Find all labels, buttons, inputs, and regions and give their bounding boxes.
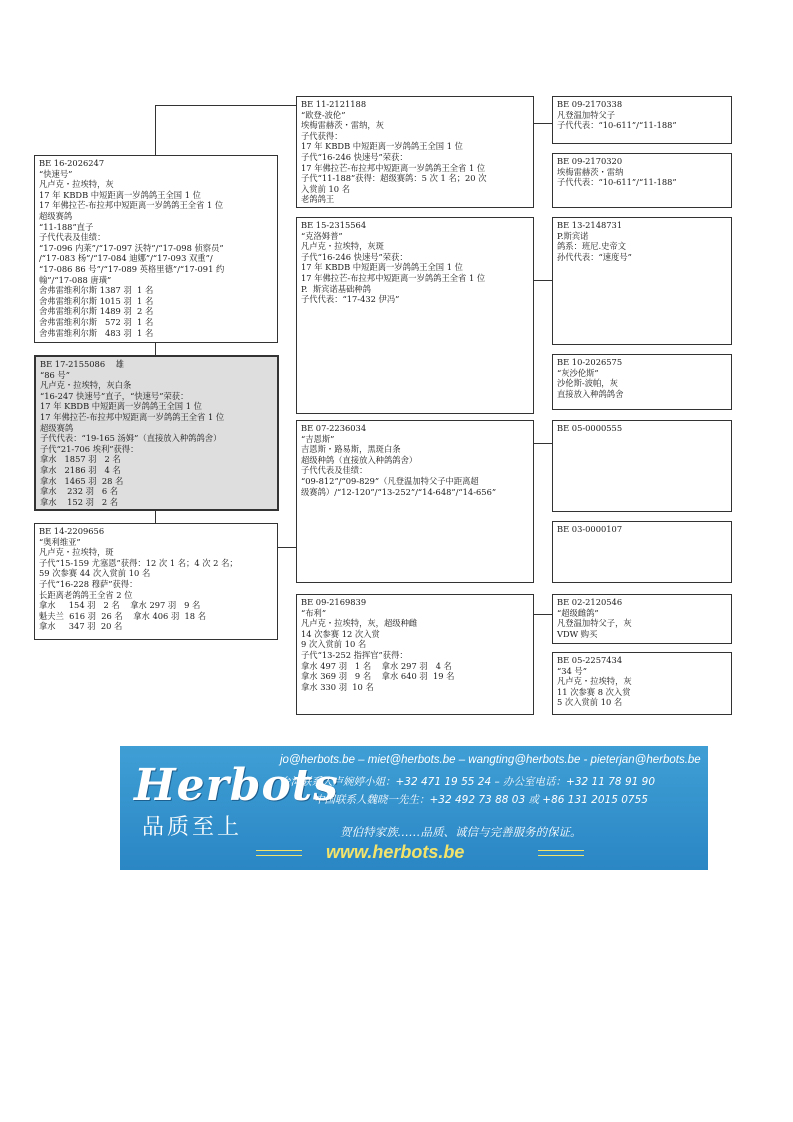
pedigree-line: 孙代代表：“速度号” [557, 251, 632, 262]
pedigree-line: “86 号” [40, 369, 70, 380]
pedigree-line: “布利” [301, 607, 327, 618]
banner-website-link[interactable]: www.herbots.be [326, 842, 465, 862]
pedigree-line: “克洛姆普” [301, 230, 343, 241]
pedigree-line: “11-188”直子 [39, 221, 94, 232]
pedigree-line: P. 斯宾诺基础种鸽 [301, 283, 371, 294]
pedigree-line: 拿水 330 羽 10 名 [301, 681, 374, 692]
g3-card-3 [552, 217, 732, 345]
pedigree-line: 埃梅雷赫茨・雷纳，灰 [301, 120, 384, 131]
pedigree-line: 入赏前 10 名 [301, 183, 351, 194]
pedigree-line: BE 07-2236034 [301, 423, 367, 433]
herbots-banner [120, 746, 708, 870]
pedigree-line: BE 09-2169839 [301, 597, 367, 607]
pedigree-line: 17 年佛拉芒-布拉邦中短距离一岁鸽鸽王全省 1 位 [39, 200, 224, 211]
g3-card-6 [552, 521, 732, 583]
pedigree-line: “17-096 内莱”/“17-097 沃特”/“17-098 侦察员” [39, 242, 224, 253]
pedigree-line: 级赛鸽）/“12-120”/“13-252”/“14-648”/“14-656” [301, 486, 497, 497]
pedigree-line: BE 17-2155086 雄 [40, 359, 124, 369]
pedigree-line: 舍弗雷维利尔斯 1489 羽 2 名 [39, 306, 154, 317]
pedigree-line: 子代“16-228 穆萨”获得： [39, 578, 138, 589]
subject-card [34, 355, 279, 511]
pedigree-line: 子代“21-706 埃利”获得： [40, 443, 139, 454]
pedigree-line: BE 05-0000555 [557, 423, 623, 433]
pedigree-line: P.斯宾诺 [557, 230, 589, 241]
pedigree-line: 子代代表：“10-611”/“11-188” [557, 120, 677, 131]
pedigree-line: “欧登-波伦” [301, 109, 346, 120]
pedigree-line: 9 次入赏前 10 名 [301, 639, 367, 650]
pedigree-line: /“17-083 杨”/“17-084 迪娜”/“17-093 双重”/ [39, 253, 213, 264]
pedigree-line: 拿水 152 羽 2 名 [40, 496, 119, 507]
pedigree-line: BE 16-2026247 [39, 158, 105, 168]
sire-sire-card [296, 96, 534, 208]
pedigree-line: 舍弗雷维利尔斯 572 羽 1 名 [39, 316, 154, 327]
pedigree-line: “灰沙伦斯” [557, 367, 599, 378]
connector-line [534, 280, 552, 281]
connector-line [534, 443, 552, 444]
banner-slogan: 品质至上 [142, 815, 243, 840]
pedigree-line: 拿水 2186 羽 4 名 [40, 464, 121, 475]
dam-dam-card [296, 594, 534, 715]
banner-divider-right [538, 850, 584, 856]
pedigree-line: 17 年 KBDB 中短距离一岁鸽鸽王全国 1 位 [39, 189, 201, 200]
connector-line [155, 105, 156, 155]
pedigree-line: 凡卢克・拉埃特，灰，超级种雌 [301, 618, 418, 629]
pedigree-line: 长距离老鸽鸽王全省 2 位 [39, 589, 133, 600]
pedigree-line: 子代代表及佳绩： [39, 232, 106, 243]
dam-card [34, 523, 278, 640]
pedigree-line: 吉恩斯・路易斯，黑斑白条 [301, 444, 401, 455]
g3-card-4 [552, 354, 732, 410]
banner-emails[interactable]: jo@herbots.be – miet@herbots.be – wangting@herbots.be - pieterjan@herbots.be [280, 754, 701, 766]
pedigree-line: “17-086 86 号”/“17-089 英格里德”/“17-091 约 [39, 263, 225, 274]
g3-card-8 [552, 652, 732, 715]
pedigree-line: BE 10-2026575 [557, 357, 623, 367]
pedigree-line: 17 年 KBDB 中短距离一岁鸽鸽王全国 1 位 [40, 401, 202, 412]
pedigree-line: “16-247 快速号”直子，“快速号”荣获： [40, 390, 189, 401]
sire-card [34, 155, 278, 343]
pedigree-line: 子代“15-159 尤塞恩”获得：12 次 1 名；4 次 2 名； [39, 557, 238, 568]
pedigree-line: BE 05-2257434 [557, 655, 623, 665]
sire-dam-card [296, 217, 534, 414]
pedigree-line: “34 号” [557, 665, 587, 676]
pedigree-line: 拿水 1465 羽 28 名 [40, 475, 124, 486]
pedigree-line: 超级赛鸽 [40, 422, 74, 433]
pedigree-line: 子代“16-246 快速号”荣获： [301, 251, 408, 262]
pedigree-line: BE 15-2315564 [301, 220, 367, 230]
pedigree-line: 凡卢克・拉埃特，灰 [39, 179, 114, 190]
dam-sire-card [296, 420, 534, 583]
pedigree-line: 17 年佛拉芒-布拉邦中短距离一岁鸽鸽王全省 1 位 [40, 411, 225, 422]
pedigree-line: 鸽系：班尼.史帝文 [557, 241, 627, 252]
banner-divider-left [256, 850, 302, 856]
pedigree-line: 17 年 KBDB 中短距离一岁鸽鸽王全国 1 位 [301, 262, 463, 273]
banner-service-text: 贺伯特家族……品质、诚信与完善服务的保证。 [340, 825, 582, 839]
pedigree-line: 59 次参赛 44 次入赏前 10 名 [39, 568, 151, 579]
pedigree-line: 超级种鸽（直接放入种鸽鸽舍） [301, 454, 418, 465]
pedigree-line: BE 13-2148731 [557, 220, 623, 230]
pedigree-line: 魁夫兰 616 羽 26 名 拿水 406 羽 18 名 [39, 610, 207, 621]
pedigree-line: “快速号” [39, 168, 73, 179]
pedigree-line: 直接放入种鸽鸽舍 [557, 388, 624, 399]
pedigree-line: “超级雌鸽” [557, 607, 599, 618]
pedigree-line: 子代“11-188”获得：超级赛鸽：5 次 1 名；20 次 [301, 173, 487, 184]
pedigree-line: 拿水 497 羽 1 名 拿水 297 羽 4 名 [301, 660, 452, 671]
banner-contact-taiwan: 台湾联系人卢婉婷小姐：+32 471 19 55 24 – 办公室电话：+32 11 78 91 90 [280, 776, 656, 788]
g3-card-2 [552, 153, 732, 208]
pedigree-line: 子代代表：“19-165 汤姆”（直接放入种鸽鸽舍） [40, 433, 222, 444]
connector-line [534, 123, 552, 124]
connector-line [155, 105, 296, 106]
pedigree-line: 凡登温加特父子，灰 [557, 618, 632, 629]
connector-line [534, 614, 552, 615]
pedigree-line: 子代代表及佳绩： [301, 465, 368, 476]
pedigree-line: 老鸽鸽王 [301, 194, 335, 205]
pedigree-line: 舍弗雷维利尔斯 1387 羽 1 名 [39, 285, 154, 296]
pedigree-line: 拿水 369 羽 9 名 拿水 640 羽 19 名 [301, 671, 455, 682]
pedigree-line: 凡登温加特父子 [557, 109, 616, 120]
herbots-logo: Herbots [134, 760, 339, 811]
pedigree-line: 子代“16-246 快速号”荣获： [301, 151, 408, 162]
pedigree-line: 舍弗雷维利尔斯 1015 羽 1 名 [39, 295, 154, 306]
pedigree-line: 拿水 1857 羽 2 名 [40, 454, 121, 465]
pedigree-line: 子代代表：“17-432 伊冯” [301, 294, 400, 305]
pedigree-line: 子代获得： [301, 130, 343, 141]
pedigree-line: 舍弗雷维利尔斯 483 羽 1 名 [39, 327, 154, 338]
pedigree-line: 翰”/“17-088 唐璜” [39, 274, 112, 285]
pedigree-line: VDW 购买 [557, 628, 598, 639]
pedigree-line: BE 09-2170338 [557, 99, 623, 109]
pedigree-line: 11 次参赛 8 次入赏 [557, 686, 631, 697]
pedigree-line: BE 14-2209656 [39, 526, 105, 536]
pedigree-line: 17 年 KBDB 中短距离一岁鸽鸽王全国 1 位 [301, 141, 463, 152]
pedigree-line: 凡卢克・拉埃特，斑 [39, 547, 114, 558]
pedigree-line: 子代“13-252 指挥官”获得： [301, 649, 408, 660]
pedigree-line: BE 11-2121188 [301, 99, 367, 109]
connector-line [155, 342, 156, 356]
pedigree-line: 子代代表：“10-611”/“11-188” [557, 177, 677, 188]
pedigree-line: “吉恩斯” [301, 433, 335, 444]
pedigree-line: “09-812”/“09-829”（凡登温加特父子中距离超 [301, 475, 479, 486]
pedigree-line: 拿水 347 羽 20 名 [39, 621, 123, 632]
pedigree-line: “奥利维亚” [39, 536, 81, 547]
connector-line [278, 547, 296, 548]
banner-contact-china: 中国联系人魏晓一先生：+32 492 73 88 03 或 +86 131 2015 0755 [314, 794, 648, 806]
g3-card-7 [552, 594, 732, 644]
pedigree-line: 14 次参赛 12 次入赏 [301, 628, 380, 639]
pedigree-line: 拿水 154 羽 2 名 拿水 297 羽 9 名 [39, 600, 201, 611]
pedigree-line: 超级赛鸽 [39, 210, 73, 221]
pedigree-line: 凡卢克・拉埃特，灰白条 [40, 380, 132, 391]
pedigree-line: 17 年佛拉芒-布拉邦中短距离一岁鸽鸽王全省 1 位 [301, 272, 486, 283]
pedigree-line: 拿水 232 羽 6 名 [40, 486, 119, 497]
pedigree-line: BE 02-2120546 [557, 597, 623, 607]
pedigree-line: 17 年佛拉芒-布拉邦中短距离一岁鸽鸽王全省 1 位 [301, 162, 486, 173]
g3-card-1 [552, 96, 732, 144]
pedigree-line: BE 09-2170320 [557, 156, 623, 166]
connector-line [155, 510, 156, 524]
pedigree-line: 沙伦斯-波帕，灰 [557, 378, 618, 389]
pedigree-line: 埃梅雷赫茨・雷纳 [557, 166, 624, 177]
pedigree-line: BE 03-0000107 [557, 524, 623, 534]
pedigree-line: 凡卢克・拉埃特，灰斑 [301, 241, 384, 252]
pedigree-line: 凡卢克・拉埃特，灰 [557, 676, 632, 687]
g3-card-5 [552, 420, 732, 512]
pedigree-line: 5 次入赏前 10 名 [557, 697, 623, 708]
